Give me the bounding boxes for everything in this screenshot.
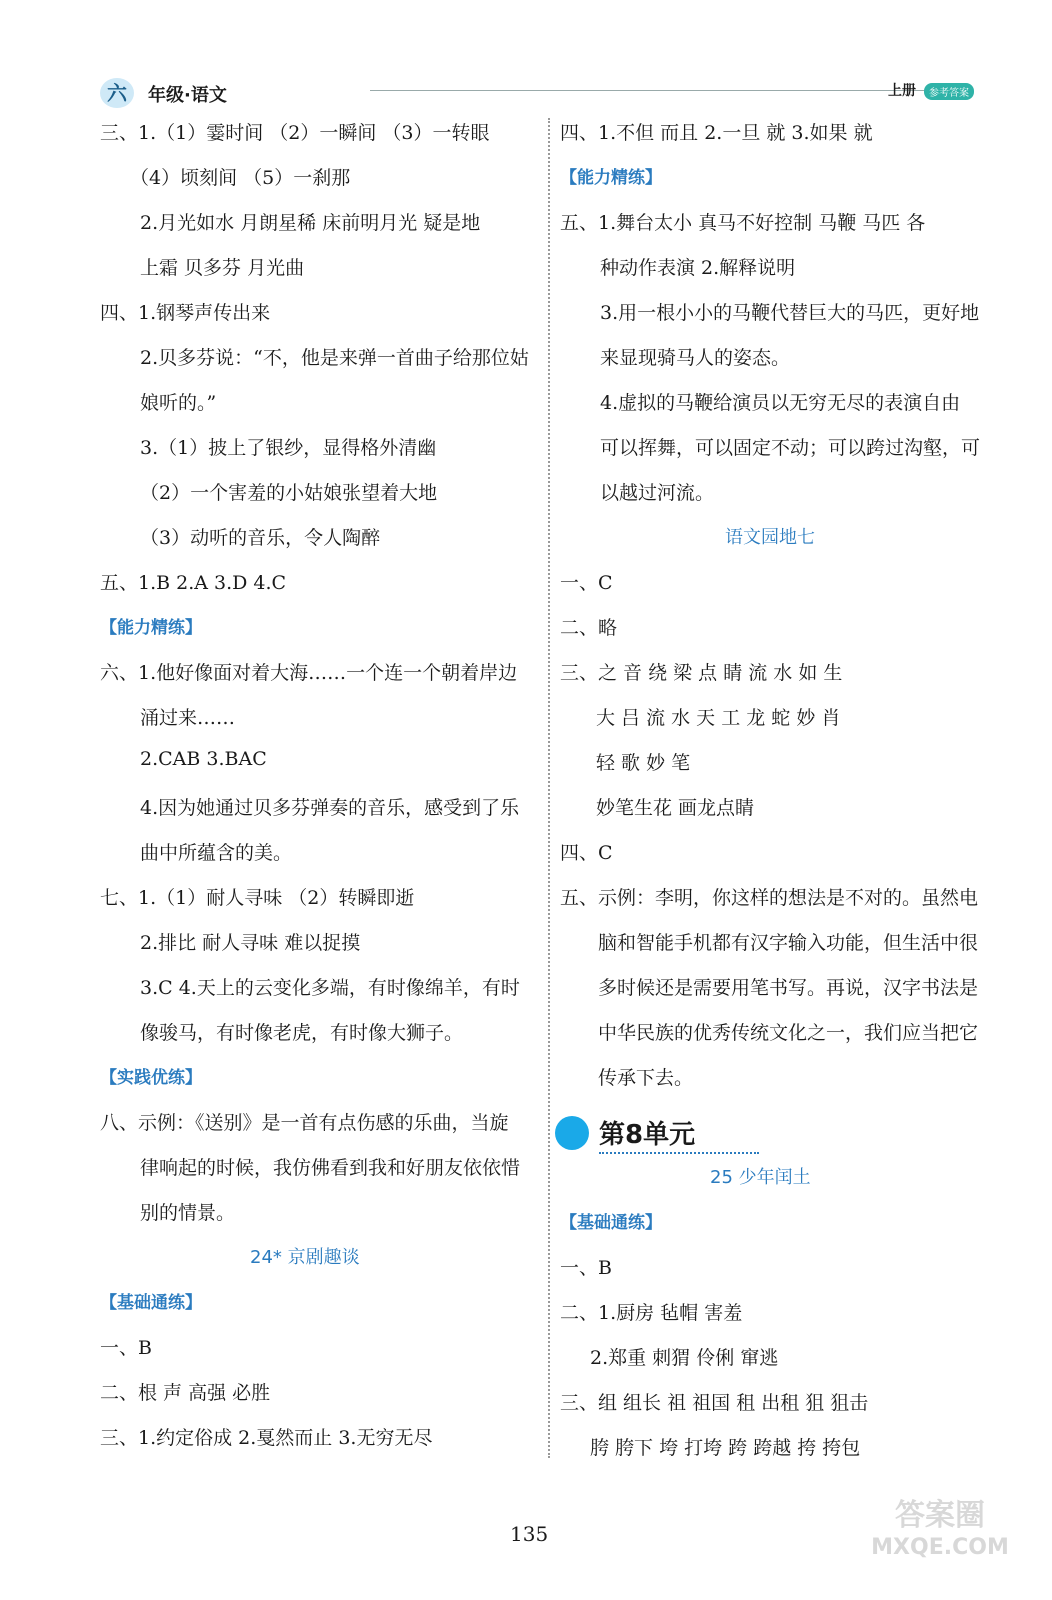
answer-line: 传承下去。 [598, 1067, 694, 1089]
answer-line: 4.因为她通过贝多芬弹奏的音乐，感受到了乐 [140, 797, 520, 819]
answer-line: 四、C [560, 842, 613, 864]
answer-line: 中华民族的优秀传统文化之一，我们应当把它 [598, 1022, 979, 1044]
answer-line: 轻 歌 妙 笔 [596, 752, 691, 774]
answer-line: 3.用一根小小的马鞭代替巨大的马匹，更好地 [600, 302, 980, 324]
grade-subject-label: 年级·语文 [148, 85, 227, 106]
answer-line: 二、根 声 高强 必胜 [100, 1382, 271, 1404]
watermark-logo [860, 1500, 1020, 1564]
answer-line: 三、组 组长 祖 祖国 租 出租 狙 狙击 [560, 1392, 869, 1414]
section-heading: 【实践优练】 [100, 1068, 202, 1088]
answer-line: 大 吕 流 水 天 工 龙 蛇 妙 肖 [596, 707, 841, 729]
lesson-title: 语文园地七 [725, 527, 815, 548]
section-heading: 【基础通练】 [100, 1293, 202, 1313]
answer-line: 娘听的。” [140, 392, 217, 414]
answer-line: 胯 胯下 垮 打垮 跨 跨越 挎 挎包 [590, 1437, 861, 1459]
answer-line: 种动作表演 2.解释说明 [600, 257, 796, 279]
answer-line: 2.贝多芬说：“不，他是来弹一首曲子给那位姑 [140, 347, 529, 369]
answer-line: （3）动听的音乐，令人陶醉 [140, 527, 381, 549]
answer-line: 三、1.约定俗成 2.戛然而止 3.无穷无尽 [100, 1427, 433, 1449]
answer-line: （4）顷刻间 （5）一刹那 [130, 167, 351, 189]
answer-line: 四、1.钢琴声传出来 [100, 302, 271, 324]
page-header [100, 78, 1000, 110]
answer-line: 可以挥舞，可以固定不动；可以跨过沟壑，可 [600, 437, 981, 459]
answer-line: 五、1.B 2.A 3.D 4.C [100, 572, 287, 594]
unit-dot-icon [555, 1116, 589, 1150]
header-rule [370, 90, 950, 91]
column-divider [548, 118, 550, 1458]
answer-line: 涌过来…… [140, 707, 236, 729]
answer-line: 一、B [100, 1337, 152, 1359]
answer-line: 上霜 贝多芬 月光曲 [140, 257, 305, 279]
lesson-title: 24* 京剧趣谈 [250, 1247, 360, 1268]
answer-line: 五、示例：李明，你这样的想法是不对的。虽然电 [560, 887, 979, 909]
watermark-text: 答案圈 [895, 1498, 985, 1533]
answer-line: 三、1.（1）霎时间 （2）一瞬间 （3）一转眼 [100, 122, 490, 144]
answer-line: 二、1.厨房 毡帽 害羞 [560, 1302, 743, 1324]
section-heading: 【能力精练】 [560, 168, 662, 188]
answer-line: 3.（1）披上了银纱，显得格外清幽 [140, 437, 437, 459]
answer-line: 2.郑重 刺猬 伶俐 窜逃 [590, 1347, 779, 1369]
unit-heading [555, 1112, 995, 1156]
answer-line: 3.C 4.天上的云变化多端，有时像绵羊，有时 [140, 977, 520, 999]
answer-line: 像骏马，有时像老虎，有时像大狮子。 [140, 1022, 464, 1044]
answer-line: 二、略 [560, 617, 618, 639]
answer-line: 六、1.他好像面对着大海……一个连一个朝着岸边 [100, 662, 518, 684]
answer-line: 五、1.舞台太小 真马不好控制 马鞭 马匹 各 [560, 212, 926, 234]
answer-line: 别的情景。 [140, 1202, 236, 1224]
answer-badge: 参考答案 [924, 83, 974, 100]
answer-line: 2.排比 耐人寻味 难以捉摸 [140, 932, 361, 954]
answer-line: 七、1.（1）耐人寻味 （2）转瞬即逝 [100, 887, 415, 909]
answer-line: （2）一个害羞的小姑娘张望着大地 [140, 482, 438, 504]
answer-line: 4.虚拟的马鞭给演员以无穷无尽的表演自由 [600, 392, 961, 414]
answer-line: 律响起的时候，我仿佛看到我和好朋友依依惜 [140, 1157, 521, 1179]
answer-line: 四、1.不但 而且 2.一旦 就 3.如果 就 [560, 122, 873, 144]
volume-label: 上册 [888, 83, 916, 99]
page-number: 135 [510, 1522, 549, 1546]
watermark-url: MXQE.COM [871, 1535, 1009, 1560]
section-heading: 【能力精练】 [100, 618, 202, 638]
section-heading: 【基础通练】 [560, 1213, 662, 1233]
answer-line: 三、之 音 绕 梁 点 睛 流 水 如 生 [560, 662, 843, 684]
answer-line: 八、示例：《送别》是一首有点伤感的乐曲，当旋 [100, 1112, 509, 1134]
answer-line: 以越过河流。 [600, 482, 715, 504]
answer-line: 来显现骑马人的姿态。 [600, 347, 791, 369]
unit-title: 第8单元 [599, 1120, 696, 1150]
answer-line: 曲中所蕴含的美。 [140, 842, 293, 864]
lesson-title: 25 少年闰土 [710, 1167, 811, 1188]
answer-line: 2.CAB 3.BAC [140, 748, 267, 770]
answer-line: 多时候还是需要用笔书写。再说，汉字书法是 [598, 977, 979, 999]
grade-icon: 六 [100, 78, 134, 108]
answer-line: 2.月光如水 月朗星稀 床前明月光 疑是地 [140, 212, 481, 234]
answer-line: 一、B [560, 1257, 612, 1279]
answer-line: 脑和智能手机都有汉字输入功能，但生活中很 [598, 932, 979, 954]
unit-underline [599, 1152, 759, 1154]
answer-line: 妙笔生花 画龙点睛 [596, 797, 755, 819]
answer-line: 一、C [560, 572, 613, 594]
